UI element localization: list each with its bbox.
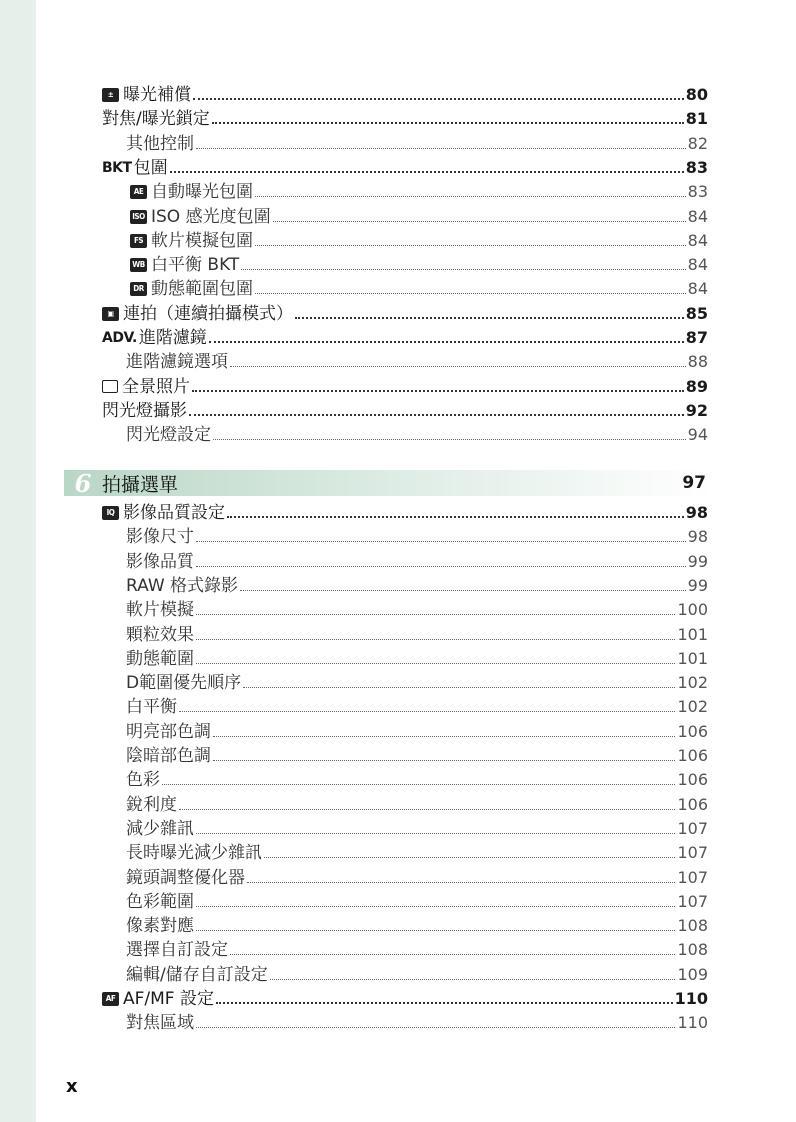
toc-entry-label bbox=[0, 278, 253, 300]
dot-leader bbox=[162, 784, 675, 785]
toc-entry[interactable] bbox=[0, 374, 796, 398]
toc-entry[interactable] bbox=[0, 179, 796, 203]
dot-leader bbox=[196, 906, 675, 907]
toc-entry-label bbox=[0, 696, 177, 718]
toc-entry-label bbox=[0, 599, 194, 621]
toc-entry-page: 82 bbox=[687, 133, 708, 153]
toc-entry-text: 對焦/曝光鎖定 bbox=[102, 109, 210, 130]
chapter-title: 拍攝選單 bbox=[102, 473, 179, 496]
toc-entry-page: 81 bbox=[685, 109, 708, 129]
toc-entry-page: 92 bbox=[685, 400, 708, 420]
dot-leader bbox=[255, 245, 686, 246]
toc-entry-label bbox=[0, 502, 225, 524]
toc-entry-label bbox=[0, 648, 194, 670]
toc-entry-label bbox=[0, 181, 253, 203]
dot-leader bbox=[170, 171, 684, 173]
exposure-compensation-icon: ± bbox=[102, 88, 119, 102]
toc-entry[interactable] bbox=[0, 889, 796, 913]
toc-entry-label bbox=[0, 988, 214, 1010]
dot-leader bbox=[241, 269, 685, 270]
dot-leader bbox=[213, 760, 675, 761]
toc-entry[interactable] bbox=[0, 694, 796, 718]
toc-entry[interactable] bbox=[0, 913, 796, 937]
toc-entry[interactable] bbox=[0, 228, 796, 252]
toc-entry-text: 白平衡 bbox=[126, 697, 177, 718]
panorama-icon bbox=[102, 380, 118, 393]
dot-leader bbox=[196, 541, 686, 542]
wb-bkt-icon: WB bbox=[130, 258, 147, 272]
dot-leader bbox=[213, 736, 675, 737]
toc-entry-label bbox=[0, 624, 194, 646]
toc-entry[interactable] bbox=[0, 252, 796, 276]
toc-entry-page: 107 bbox=[677, 843, 708, 863]
toc-entry-text: ISO 感光度包圍 bbox=[151, 206, 271, 227]
dot-leader bbox=[227, 516, 684, 518]
toc-entry-label bbox=[0, 351, 228, 373]
toc-entry-text: 進階濾鏡選項 bbox=[126, 352, 228, 373]
toc-entry-label bbox=[0, 400, 187, 422]
toc-entry[interactable] bbox=[0, 670, 796, 694]
toc-entry-label bbox=[0, 230, 253, 252]
toc-entry-page: 110 bbox=[677, 1013, 708, 1033]
dot-leader bbox=[193, 98, 684, 100]
toc-entry[interactable] bbox=[0, 597, 796, 621]
iso-bkt-icon: ISO bbox=[130, 210, 147, 224]
toc-entry-page: 87 bbox=[685, 328, 708, 347]
toc-entry[interactable] bbox=[0, 325, 796, 349]
toc-entry-label bbox=[0, 939, 228, 961]
toc-entry-page: 106 bbox=[677, 721, 708, 741]
toc-entry-text: 曝光補償 bbox=[123, 85, 191, 105]
toc-entry-label bbox=[0, 818, 194, 840]
toc-entry-page: 94 bbox=[687, 425, 708, 445]
dot-leader bbox=[270, 979, 676, 980]
dot-leader bbox=[247, 882, 675, 883]
toc-entry-label bbox=[0, 133, 194, 155]
dot-leader bbox=[255, 196, 686, 197]
toc-entry-page: 98 bbox=[687, 527, 708, 547]
toc-entry-label bbox=[0, 327, 207, 349]
continuous-shooting-icon: ▣ bbox=[102, 307, 119, 321]
toc-entry[interactable] bbox=[0, 767, 796, 791]
toc-entry-label bbox=[0, 964, 268, 986]
image-quality-icon: IQ bbox=[102, 506, 119, 520]
toc-entry[interactable] bbox=[0, 549, 796, 573]
toc-entry-page: 85 bbox=[685, 303, 708, 323]
toc-entry-label bbox=[0, 526, 194, 548]
toc-entry[interactable] bbox=[0, 349, 796, 373]
toc-entry-text: 選擇自訂設定 bbox=[126, 940, 228, 961]
dot-leader bbox=[179, 711, 675, 712]
toc-entry-page: 102 bbox=[677, 697, 708, 717]
ae-bkt-icon: AE bbox=[130, 185, 147, 199]
toc-entry-label bbox=[0, 551, 194, 573]
toc-entry-page: 106 bbox=[677, 746, 708, 765]
toc-entry-label bbox=[0, 108, 210, 130]
toc-entry[interactable] bbox=[0, 422, 796, 446]
toc-entry[interactable] bbox=[0, 937, 796, 961]
toc-entry[interactable] bbox=[0, 204, 796, 228]
toc-entry-page: 109 bbox=[677, 964, 708, 984]
toc-entry-text: 其他控制 bbox=[126, 133, 194, 154]
toc-entry-page: 99 bbox=[687, 551, 708, 571]
toc-entry-page: 108 bbox=[677, 916, 708, 936]
toc-entry-page: 110 bbox=[674, 989, 708, 1008]
toc-entry[interactable] bbox=[0, 82, 796, 106]
toc-entry[interactable] bbox=[0, 986, 796, 1010]
toc-entry-text: 顆粒效果 bbox=[126, 624, 194, 645]
toc-entry-text: 像素對應 bbox=[126, 916, 194, 937]
toc-entry-label bbox=[0, 867, 245, 889]
page-numeral: x bbox=[66, 1076, 78, 1097]
toc-entry-text: 進階濾鏡 bbox=[138, 328, 207, 348]
toc-entry-label bbox=[0, 254, 239, 276]
dot-leader bbox=[179, 809, 675, 810]
toc-entry[interactable] bbox=[0, 573, 796, 597]
toc-entry[interactable] bbox=[0, 840, 796, 864]
toc-entry-page: 84 bbox=[687, 279, 708, 299]
toc-entry-text: 長時曝光減少雜訊 bbox=[126, 843, 262, 864]
toc-entry-page: 100 bbox=[677, 600, 708, 620]
toc-entry-label bbox=[0, 745, 211, 767]
toc-entry-label bbox=[0, 891, 194, 913]
toc-entry[interactable] bbox=[0, 816, 796, 840]
toc-entry[interactable] bbox=[0, 155, 796, 179]
toc-entry[interactable] bbox=[0, 646, 796, 670]
dot-leader bbox=[196, 833, 675, 834]
toc-entry[interactable] bbox=[0, 962, 796, 986]
toc-entry-page: 107 bbox=[677, 818, 708, 838]
toc-entry-text: D範圍優先順序 bbox=[126, 673, 242, 694]
toc-entry-label bbox=[0, 303, 293, 325]
toc-entry-label bbox=[0, 424, 211, 446]
dot-leader bbox=[196, 614, 675, 615]
dot-leader bbox=[243, 687, 675, 688]
chapter-number: 6 bbox=[74, 468, 92, 498]
toc-entry-label bbox=[0, 794, 177, 816]
toc-entry-page: 106 bbox=[677, 794, 708, 814]
toc-entry-page: 89 bbox=[685, 376, 708, 396]
toc-entry-label bbox=[0, 915, 194, 937]
toc-entry-page: 98 bbox=[685, 503, 708, 522]
toc-entry[interactable] bbox=[0, 106, 796, 130]
toc-entry-text: 色彩 bbox=[126, 770, 160, 791]
toc-entry-label bbox=[0, 376, 190, 398]
toc-entry-prefix: ADV. bbox=[102, 330, 137, 346]
dot-leader bbox=[209, 341, 684, 343]
toc-entry-page: 99 bbox=[687, 575, 708, 595]
toc-entry-label bbox=[0, 721, 211, 743]
toc-entry[interactable] bbox=[0, 276, 796, 300]
dr-bkt-icon: DR bbox=[130, 282, 147, 296]
toc-entry[interactable] bbox=[0, 622, 796, 646]
toc-entry-text: 全景照片 bbox=[122, 376, 190, 397]
toc-entry-text: 編輯/儲存自訂設定 bbox=[126, 964, 268, 985]
dot-leader bbox=[230, 954, 675, 955]
toc-entry-text: 閃光燈設定 bbox=[126, 425, 211, 446]
toc-entry-label bbox=[0, 769, 160, 791]
toc-entry-label bbox=[0, 672, 241, 694]
toc-entry-text: 鏡頭調整優化器 bbox=[126, 867, 245, 888]
toc-entry-text: RAW 格式錄影 bbox=[126, 575, 239, 596]
dot-leader bbox=[196, 663, 675, 664]
toc-entry-text: 陰暗部色調 bbox=[126, 746, 211, 766]
toc-entry-text: 對焦區域 bbox=[126, 1013, 194, 1034]
chapter-page: 97 bbox=[682, 473, 706, 493]
toc-entry[interactable] bbox=[0, 500, 796, 524]
dot-leader bbox=[196, 930, 675, 931]
af-mf-icon: AF bbox=[102, 992, 119, 1006]
toc-entry-text: 動態範圍包圍 bbox=[151, 279, 253, 300]
toc-entry-text: 影像品質設定 bbox=[123, 503, 225, 523]
toc-entry-text: 自動曝光包圍 bbox=[151, 182, 253, 203]
toc-entry-label bbox=[0, 206, 271, 228]
toc-entry-text: 影像尺寸 bbox=[126, 527, 194, 548]
dot-leader bbox=[295, 317, 684, 319]
toc-entry-text: 閃光燈攝影 bbox=[102, 400, 187, 421]
toc-entry-label bbox=[0, 842, 262, 864]
toc-entry-text: AF/MF 設定 bbox=[123, 989, 214, 1009]
dot-leader bbox=[189, 414, 684, 416]
toc-entry-text: 影像品質 bbox=[126, 551, 194, 572]
toc-entry-page: 101 bbox=[677, 648, 708, 668]
toc-entry-text: 減少雜訊 bbox=[126, 818, 194, 839]
dot-leader bbox=[213, 439, 686, 440]
toc-entry-label bbox=[0, 84, 191, 106]
dot-leader bbox=[196, 1027, 675, 1028]
dot-leader bbox=[264, 857, 675, 858]
toc-entry-label bbox=[0, 157, 168, 179]
toc-entry-label bbox=[0, 575, 238, 597]
toc-entry[interactable] bbox=[0, 865, 796, 889]
toc-entry[interactable] bbox=[0, 719, 796, 743]
toc-entry-label bbox=[0, 1012, 194, 1034]
film-bkt-icon: FS bbox=[130, 234, 147, 248]
toc-entry-page: 84 bbox=[687, 230, 708, 250]
dot-leader bbox=[192, 390, 684, 392]
dot-leader bbox=[196, 639, 675, 640]
dot-leader bbox=[230, 366, 686, 367]
toc-entry-prefix: BKT bbox=[102, 159, 132, 176]
toc-entry[interactable] bbox=[0, 398, 796, 422]
toc-entry-page: 106 bbox=[677, 770, 708, 790]
dot-leader bbox=[212, 122, 684, 124]
toc-entry[interactable] bbox=[0, 743, 796, 767]
toc-entry-page: 88 bbox=[687, 352, 708, 372]
toc-entry-page: 108 bbox=[677, 940, 708, 960]
toc-entry-page: 101 bbox=[677, 624, 708, 644]
toc-entry-page: 107 bbox=[677, 891, 708, 911]
toc-entry-text: 白平衡 BKT bbox=[151, 255, 240, 276]
toc-entry-text: 銳利度 bbox=[126, 794, 177, 815]
toc-entry[interactable] bbox=[0, 524, 796, 548]
toc-entry-page: 80 bbox=[685, 85, 708, 104]
toc-entry[interactable] bbox=[0, 792, 796, 816]
toc-entry-page: 83 bbox=[685, 157, 708, 177]
toc-entry[interactable] bbox=[0, 301, 796, 325]
toc-entry-text: 明亮部色調 bbox=[126, 721, 211, 742]
dot-leader bbox=[216, 1002, 673, 1004]
dot-leader bbox=[255, 293, 686, 294]
chapter-heading[interactable] bbox=[64, 470, 714, 496]
toc-entry-page: 102 bbox=[677, 673, 708, 693]
toc-entry-text: 動態範圍 bbox=[126, 648, 194, 669]
toc-entry-text: 色彩範圍 bbox=[126, 891, 194, 912]
toc-entry-page: 83 bbox=[687, 182, 708, 202]
dot-leader bbox=[273, 221, 686, 222]
toc-entry-text: 包圍 bbox=[133, 157, 168, 178]
toc-entry-text: 連拍（連續拍攝模式） bbox=[123, 303, 293, 324]
dot-leader bbox=[196, 148, 686, 149]
toc-entry-page: 107 bbox=[677, 867, 708, 887]
toc-entry[interactable] bbox=[0, 131, 796, 155]
toc-entry[interactable] bbox=[0, 1010, 796, 1034]
dot-leader bbox=[240, 590, 686, 591]
toc-entry-text: 軟片模擬 bbox=[126, 600, 194, 621]
toc-entry-page: 84 bbox=[687, 206, 708, 226]
dot-leader bbox=[196, 566, 686, 567]
toc-entry-text: 軟片模擬包圍 bbox=[151, 230, 253, 251]
toc-entry-page: 84 bbox=[687, 255, 708, 275]
